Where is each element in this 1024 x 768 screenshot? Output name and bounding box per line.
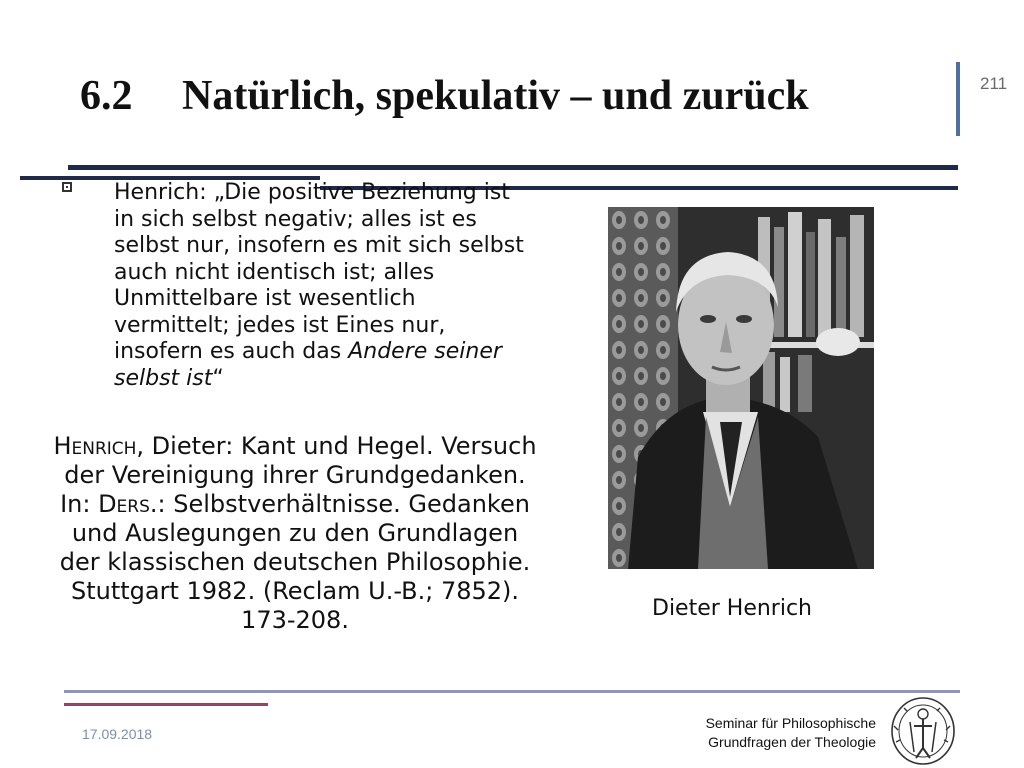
portrait-image bbox=[608, 207, 874, 569]
quote-prefix: Henrich: „Die positive Beziehung ist in sich selbst negativ; alles ist es selbst nur, insofern es mit sich selbst auch nicht identisch ist; alles Unmittelbare ist wesentlich vermittelt; jedes ist Eines nur, insofern es auch das bbox=[114, 180, 524, 364]
title-divider bbox=[956, 62, 960, 136]
quote-suffix: “ bbox=[212, 365, 224, 391]
footer-rule bbox=[64, 690, 960, 693]
slide-date: 17.09.2018 bbox=[82, 726, 153, 742]
quote-emphasis: Andere seiner selbst ist bbox=[114, 339, 502, 391]
seminar-name bbox=[690, 714, 876, 752]
square-bullet-icon bbox=[62, 182, 72, 192]
portrait-photo bbox=[608, 207, 874, 569]
university-seal-icon bbox=[890, 696, 956, 766]
bibliographic-reference bbox=[50, 432, 540, 635]
section-number: 6.2 bbox=[80, 73, 133, 119]
reference-part2: : Selbstverhältnisse. Gedanken und Auslegungen zu den Grundlagen der klassischen deutschen Philosophie. Stuttgart 1982. (Reclam U.-B.; 7852). 173-208. bbox=[59, 490, 531, 634]
photo-caption: Dieter Henrich bbox=[652, 596, 813, 621]
title-text: Natürlich, spekulativ – und zurück bbox=[182, 73, 809, 119]
footer-accent-rule bbox=[64, 703, 268, 706]
reference-ders: Ders. bbox=[98, 490, 158, 518]
quote-text bbox=[114, 180, 534, 392]
reference-part1: , Dieter: Kant und Hegel. Versuch der Vereinigung ihrer Grundgedanken. In: bbox=[60, 432, 537, 518]
header-rule-top bbox=[68, 165, 958, 170]
slide-title bbox=[80, 72, 809, 120]
seminar-line-1: Seminar für Philosophische bbox=[705, 715, 876, 731]
page-number: 211 bbox=[980, 74, 1008, 93]
reference-author: Henrich bbox=[53, 432, 137, 460]
seminar-line-2: Grundfragen der Theologie bbox=[708, 734, 876, 750]
